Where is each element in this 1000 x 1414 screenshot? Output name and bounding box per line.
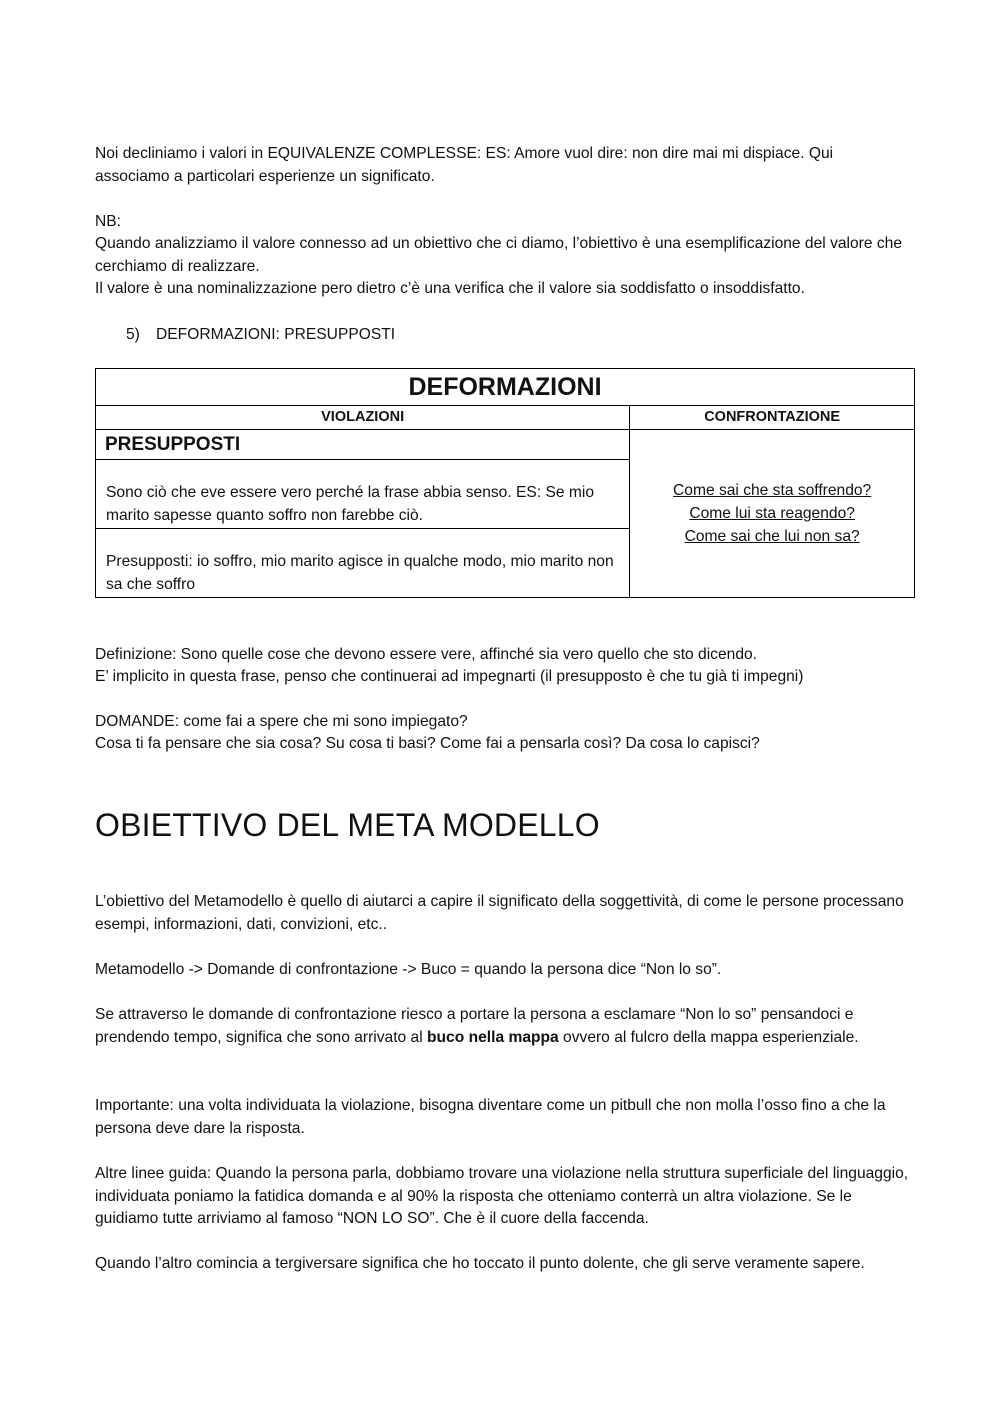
domande-line-2: Cosa ti fa pensare che sia cosa? Su cosa ti basi? Come fai a pensarla così? Da cosa lo capisci? [95,735,760,752]
paragraph-equivalenze: Noi decliniamo i valori in EQUIVALENZE COMPLESSE: ES: Amore vuol dire: non dire mai mi dispiace. Qui associamo a particolari esperienze un significato. [95,145,834,185]
p3-bold: buco nella mappa [427,1028,559,1046]
table-header-confrontazione: CONFRONTAZIONE [630,406,915,430]
cell-definition-text: Sono ciò che eve essere vero perché la frase abbia senso. ES: Se mio marito sapesse quanto soffro non farebbe ciò. [106,484,595,524]
numbered-list-item [126,324,395,346]
question-1: Come sai che sta soffrendo? [673,482,872,499]
nb-paragraph-1: Quando analizziamo il valore connesso ad un obiettivo che ci diamo, l’obiettivo è una esemplificazione del valore che cerchiamo di realizzare. [95,235,903,275]
deformazioni-table [95,368,915,598]
nb-paragraph-2: Il valore è una nominalizzazione pero dietro c’è una verifica che il valore sia soddisfatto o insoddisfatto. [95,280,805,297]
section-heading: OBIETTIVO DEL META MODELLO [95,807,600,843]
cell-presupposti-text: Presupposti: io soffro, mio marito agisce in qualche modo, mio marito non sa che soffro [106,553,614,593]
question-3: Come sai che lui non sa? [684,528,860,545]
body-paragraph-6: Quando l’altro comincia a tergiversare significa che ho toccato il punto dolente, che gli serve veramente sapere. [95,1255,865,1272]
table-title: DEFORMAZIONI [96,369,915,406]
table-section-presupposti: PRESUPPOSTI [96,430,630,460]
definition-line-2: E’ implicito in questa frase, penso che continuerai ad impegnarti (il presupposto è che tu già ti impegni) [95,668,804,685]
body-paragraph-5: Altre linee guida: Quando la persona parla, dobbiamo trovare una violazione nella struttura superficiale del linguaggio, individuata poniamo la fatidica domanda e al 90% la risposta che otteniamo conterrà un altra violazione. Se le guidiamo tutte arriviamo al famoso “NON LO SO”. Che è il cuore della faccenda. [95,1165,909,1227]
list-text: DEFORMAZIONI: PRESUPPOSTI [156,326,396,343]
body-paragraph-2: Metamodello -> Domande di confrontazione -> Buco = quando la persona dice “Non lo so”. [95,961,722,978]
confrontazione-questions [630,430,915,598]
table-header-violazioni: VIOLAZIONI [96,406,630,430]
body-paragraph-4: Importante: una volta individuata la violazione, bisogna diventare come un pitbull che non molla l’osso fino a che la persona deve dare la risposta. [95,1097,886,1137]
p3-text-a: Se attraverso le domande di confrontazione riesco a portare la persona a esclamare “Non lo so” pensandoci e prendendo tempo, significa che sono arrivato al [95,1006,854,1046]
table-cell-definition [96,460,630,529]
body-paragraph-3 [95,1004,910,1049]
list-number: 5) [126,326,140,343]
question-2: Come lui sta reagendo? [689,505,855,522]
definition-line-1: Definizione: Sono quelle cose che devono essere vere, affinché sia vero quello che sto dicendo. [95,646,758,663]
nb-label: NB: [95,213,121,230]
body-paragraph-1: L’obiettivo del Metamodello è quello di aiutarci a capire il significato della soggettività, di come le persone processano esempi, informazioni, dati, convizioni, etc.. [95,893,904,933]
table-cell-presupposti [96,529,630,598]
p3-text-b: ovvero al fulcro della mappa esperienziale. [558,1028,859,1046]
domande-line-1: DOMANDE: come fai a spere che mi sono impiegato? [95,713,468,730]
